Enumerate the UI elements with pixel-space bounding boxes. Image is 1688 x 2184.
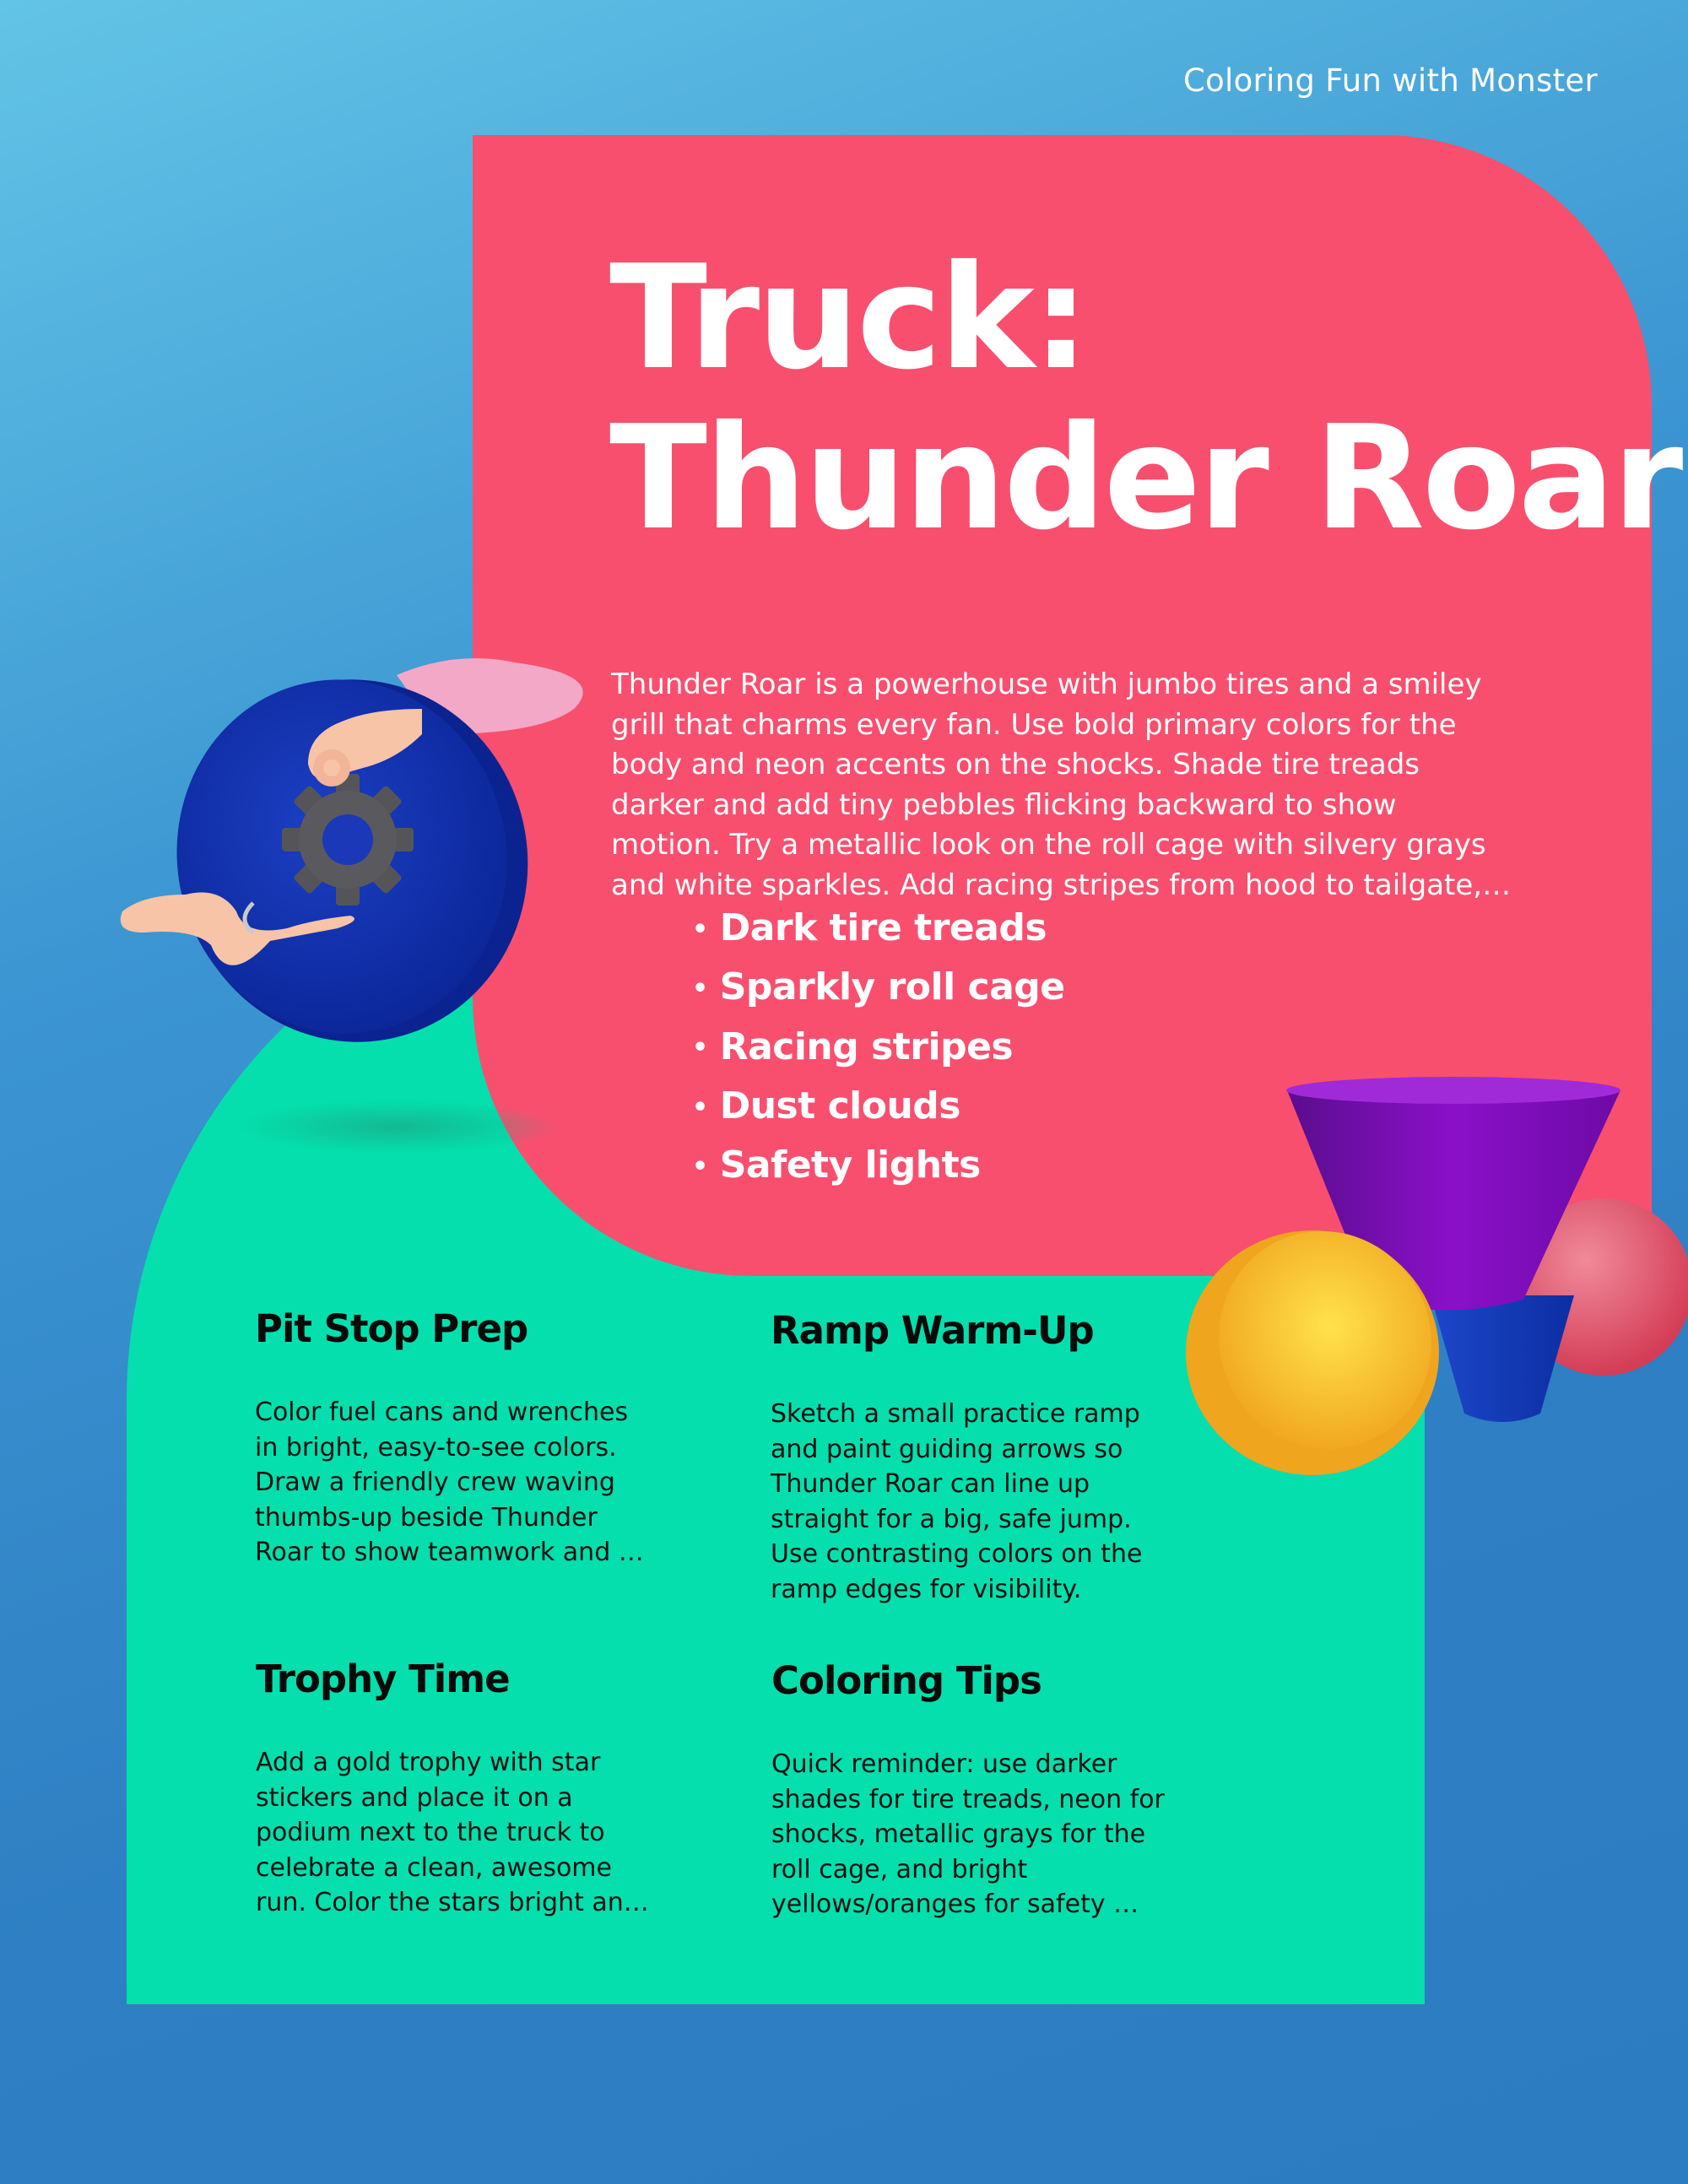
section-line: straight for a big, safe jump. [771, 1504, 1132, 1534]
intro-line: and white sparkles. Add racing stripes from hood to tailgate,… [611, 868, 1512, 902]
section-pit-stop-prep [255, 1306, 694, 1570]
section-line: Draw a friendly crew waving [255, 1468, 615, 1497]
section-line: and paint guiding arrows so [771, 1434, 1123, 1464]
section-line: Roar to show teamwork and … [255, 1538, 644, 1567]
section-line: stickers and place it on a [256, 1782, 573, 1813]
bullet-dot-icon: • [692, 1033, 708, 1063]
list-item [692, 900, 1065, 959]
section-line: shocks, metallic grays for the [771, 1819, 1146, 1849]
list-item-label: Sparkly roll cage [719, 965, 1065, 1009]
3d-shapes-cone-hemisphere-sphere-icon [1177, 1072, 1688, 1477]
section-body [255, 1395, 694, 1570]
section-body [771, 1747, 1210, 1922]
list-item-label: Safety lights [719, 1143, 981, 1187]
section-line: Add a gold trophy with star [256, 1748, 601, 1777]
list-item-label: Racing stripes [719, 1024, 1014, 1068]
section-line: roll cage, and bright [771, 1854, 1028, 1884]
section-line: ramp edges for visibility. [771, 1574, 1082, 1604]
section-line: Sketch a small practice ramp [771, 1399, 1140, 1429]
list-item [692, 1137, 1065, 1196]
bullet-dot-icon: • [692, 914, 708, 944]
section-line: in bright, easy-to-see colors. [255, 1432, 617, 1462]
intro-line: Thunder Roar is a powerhouse with jumbo tires and a smiley [611, 668, 1482, 701]
section-trophy-time [256, 1657, 695, 1921]
section-line: thumbs-up beside Thunder [255, 1502, 598, 1533]
section-heading: Coloring Tips [771, 1658, 1041, 1703]
intro-line: grill that charms every fan. Use bold primary colors for the [611, 707, 1457, 742]
list-item-label: Dust clouds [719, 1084, 960, 1127]
list-item [692, 1078, 1065, 1137]
title-line-2: Thunder Roar [609, 395, 1681, 562]
section-ramp-warm-up [771, 1308, 1209, 1607]
bullet-dot-icon: • [692, 1151, 708, 1181]
section-coloring-tips [771, 1658, 1210, 1922]
section-line: celebrate a clean, awesome [256, 1852, 612, 1883]
feature-list [692, 900, 1065, 1196]
intro-line: darker and add tiny pebbles flicking backward to show [611, 787, 1397, 822]
title-line-1: Truck: [609, 235, 1087, 402]
list-item [692, 959, 1065, 1018]
section-heading: Trophy Time [256, 1657, 510, 1701]
section-line: run. Color the stars bright an… [256, 1888, 649, 1917]
section-line: podium next to the truck to [256, 1818, 605, 1847]
section-body [771, 1397, 1209, 1607]
list-item-label: Dark tire treads [719, 906, 1047, 949]
bullet-dot-icon: • [692, 974, 708, 1003]
section-line: Thunder Roar can line up [771, 1469, 1090, 1499]
section-heading: Pit Stop Prep [255, 1306, 528, 1351]
list-item [692, 1019, 1065, 1078]
section-body [256, 1745, 695, 1921]
section-line: Quick reminder: use darker [771, 1749, 1117, 1779]
section-line: Use contrasting colors on the [771, 1539, 1143, 1569]
section-line: shades for tire treads, neon for [771, 1784, 1165, 1814]
intro-line: body and neon accents on the shocks. Shade tire treads [611, 748, 1420, 781]
intro-paragraph [611, 665, 1535, 905]
page-title [609, 235, 1681, 562]
intro-line: motion. Try a metallic look on the roll cage with silvery grays [611, 828, 1486, 862]
section-line: Color fuel cans and wrenches [255, 1397, 629, 1427]
hands-holding-gear-disc-icon [118, 641, 608, 1165]
section-heading: Ramp Warm-Up [771, 1308, 1094, 1353]
bullet-dot-icon: • [692, 1092, 708, 1122]
header-text: Coloring Fun with Monster [1182, 62, 1598, 99]
section-line: yellows/oranges for safety … [771, 1889, 1139, 1919]
